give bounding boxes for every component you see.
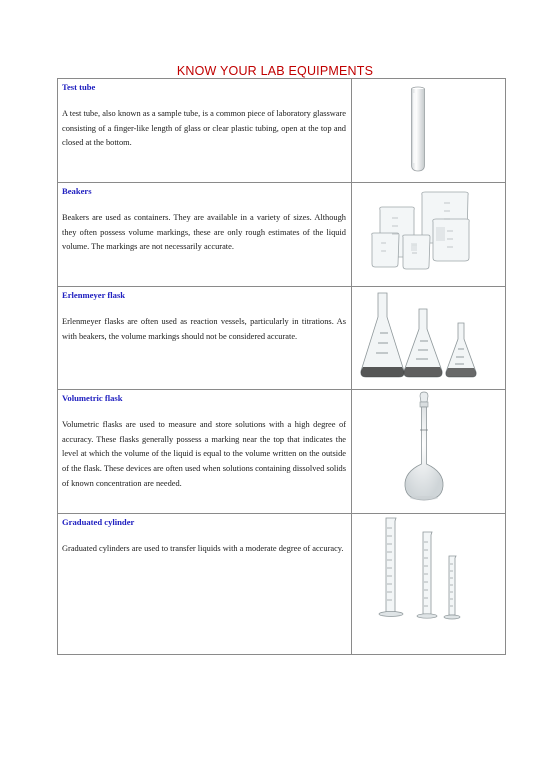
equipment-description: Graduated cylinders are used to transfer liquids with a moderate degree of accuracy. — [62, 544, 344, 553]
equipment-text-cell — [58, 514, 352, 655]
equipment-name: Erlenmeyer flask — [62, 290, 126, 300]
equipment-text-cell — [58, 390, 352, 514]
table-row — [58, 390, 506, 514]
equipment-image-cell — [352, 183, 506, 287]
table-row — [58, 287, 506, 390]
equipment-description: Erlenmeyer flasks are often used as reaction vessels, particularly in titrations. As with beakers, the volume markings should not be considered accurate. — [62, 317, 346, 341]
volumetric-flask-image — [352, 390, 505, 506]
equipment-image-cell — [352, 287, 506, 390]
equipment-description: Volumetric flasks are used to measure and store solutions with a high degree of accuracy. These flasks generally possess a marking near the top that indicates the level at which the volume of the liquid is equal to the volume written on the outside of the flask. These devices are often used when solutions containing dissolved solids of known concentration are needed. — [62, 420, 346, 488]
equipment-text-cell — [58, 287, 352, 390]
equipment-image-cell — [352, 514, 506, 655]
equipment-name: Graduated cylinder — [62, 517, 135, 527]
equipment-image-cell — [352, 79, 506, 183]
equipment-name: Beakers — [62, 186, 92, 196]
equipment-description: Beakers are used as containers. They are available in a variety of sizes. Although they often possess volume markings, these are only rough estimates of the liquid volume. The markings are not necessarily accurate. — [62, 213, 346, 252]
equipment-name: Test tube — [62, 82, 96, 92]
equipment-text-cell — [58, 79, 352, 183]
equipment-description: A test tube, also known as a sample tube, is a common piece of laboratory glassware consisting of a finger-like length of glass or clear plastic tubing, open at the top and closed at the bottom. — [62, 109, 346, 148]
equipment-table — [57, 78, 506, 655]
table-row — [58, 183, 506, 287]
graduated-cylinders-image — [352, 514, 505, 647]
erlenmeyer-flasks-image — [352, 287, 505, 382]
equipment-name: Volumetric flask — [62, 393, 123, 403]
equipment-text-cell — [58, 183, 352, 287]
beakers-image — [352, 183, 505, 279]
table-row — [58, 79, 506, 183]
equipment-image-cell — [352, 390, 506, 514]
table-row — [58, 514, 506, 655]
page-title: KNOW YOUR LAB EQUIPMENTS — [176, 64, 374, 78]
test-tube-image — [352, 79, 505, 175]
